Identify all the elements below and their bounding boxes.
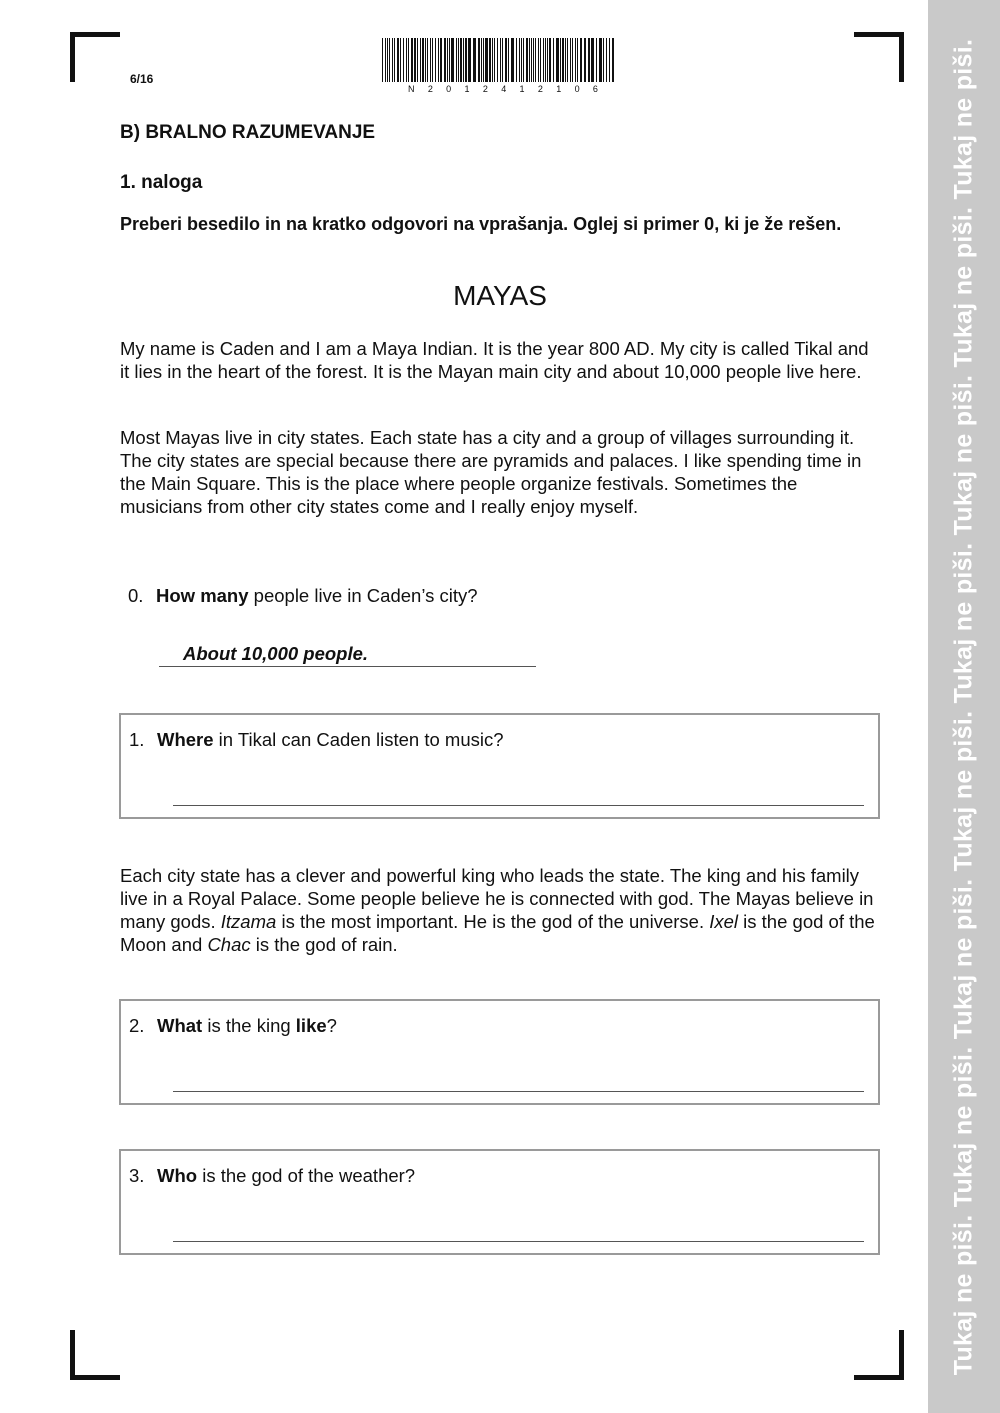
barcode-bar <box>403 38 404 82</box>
barcode-bar <box>572 38 573 82</box>
barcode-bar <box>526 38 528 82</box>
barcode-bar <box>489 38 491 82</box>
barcode-bar <box>456 38 457 82</box>
barcode-bar <box>485 38 488 82</box>
barcode-bar <box>508 38 509 82</box>
barcode-bar <box>584 38 586 82</box>
question-text: ? <box>326 1015 337 1036</box>
question-text: people live in Caden’s city? <box>248 585 478 606</box>
answer-line-1[interactable] <box>173 805 864 806</box>
question-number: 3. <box>129 1165 145 1186</box>
paragraph-text: is the god of the Moon and <box>120 911 875 955</box>
do-not-write-strip <box>928 0 1000 1413</box>
barcode-bar <box>425 38 426 82</box>
barcode-digit: 4 <box>501 84 507 94</box>
barcode-bar <box>408 38 409 82</box>
barcode-bar <box>458 38 459 82</box>
barcode-digit: 1 <box>464 84 470 94</box>
barcode-bar <box>435 38 436 82</box>
god-name-chac: Chac <box>207 934 251 955</box>
barcode-bar <box>531 38 532 82</box>
task-instructions: Preberi besedilo in na kratko odgovori na vprašanja. Oglej si primer 0, ki je že rešen. <box>120 214 842 234</box>
barcode-bar <box>451 38 454 82</box>
barcode-bar <box>511 38 514 82</box>
barcode-bar <box>420 38 421 82</box>
barcode-bar <box>562 38 564 82</box>
reading-text-title: MAYAS <box>453 280 547 311</box>
question-number: 2. <box>129 1015 145 1036</box>
barcode-bar <box>599 38 602 82</box>
question-text: in Tikal can Caden listen to music? <box>213 729 504 750</box>
barcode-bar <box>535 38 536 82</box>
question-2 <box>121 1015 337 1037</box>
barcode-bar <box>387 38 388 82</box>
barcode-bar <box>430 38 431 82</box>
barcode-bar <box>422 38 424 82</box>
barcode-bar <box>481 38 482 82</box>
question-keyword: Where <box>157 729 214 750</box>
barcode-bar <box>540 38 541 82</box>
barcode-bar <box>580 38 582 82</box>
barcode-bar <box>575 38 576 82</box>
barcode-bar <box>444 38 446 82</box>
barcode-bar <box>494 38 495 82</box>
barcode <box>382 38 616 94</box>
barcode-bar <box>394 38 395 82</box>
barcode-bar <box>505 38 507 82</box>
barcode-bar <box>449 38 450 82</box>
barcode-bar <box>560 38 561 82</box>
barcode-bar <box>473 38 476 82</box>
barcode-bar <box>468 38 471 82</box>
barcode-bar <box>543 38 544 82</box>
barcode-bar <box>382 38 383 82</box>
question-text: is the god of the weather? <box>197 1165 416 1186</box>
barcode-bar <box>553 38 554 82</box>
example-question <box>120 585 478 607</box>
barcode-digit: 6 <box>592 84 598 94</box>
barcode-bar <box>609 38 610 82</box>
barcode-digit: 1 <box>519 84 525 94</box>
barcode-bar <box>406 38 407 82</box>
reading-paragraph-1: My name is Caden and I am a Maya Indian. It is the year 800 AD. My city is called Tikal and it lies in the heart of the forest. It is the Mayan main city and about 10,000 people live here. <box>120 338 869 382</box>
barcode-bar <box>492 38 493 82</box>
barcode-bar <box>588 38 590 82</box>
reading-paragraph-3 <box>120 864 880 956</box>
answer-line-3[interactable] <box>173 1241 864 1242</box>
barcode-digit: 1 <box>556 84 562 94</box>
barcode-bar <box>549 38 551 82</box>
barcode-digit: 2 <box>537 84 543 94</box>
paragraph-text: is the most important. He is the god of the universe. <box>276 911 710 932</box>
barcode-bar <box>577 38 578 82</box>
barcode-bar <box>440 38 442 82</box>
barcode-bar <box>500 38 501 82</box>
barcode-bar <box>438 38 439 82</box>
answer-line-2[interactable] <box>173 1091 864 1092</box>
barcode-bar <box>612 38 614 82</box>
task-title: 1. naloga <box>120 172 203 193</box>
barcode-digit: 0 <box>446 84 452 94</box>
barcode-bar <box>483 38 484 82</box>
barcode-digit: N <box>408 84 415 94</box>
barcode-bar <box>523 38 524 82</box>
page-number: 6/16 <box>130 72 154 86</box>
barcode-bar <box>432 38 433 82</box>
barcode-bar <box>414 38 416 82</box>
barcode-bar <box>497 38 498 82</box>
question-1 <box>121 729 504 751</box>
barcode-digit: 2 <box>427 84 433 94</box>
barcode-bar <box>533 38 534 82</box>
section-title: B) BRALNO RAZUMEVANJE <box>120 122 376 143</box>
barcode-digit: 2 <box>482 84 488 94</box>
barcode-bar <box>565 38 566 82</box>
barcode-bar <box>427 38 428 82</box>
god-name-itzama: Itzama <box>220 911 277 932</box>
barcode-bar <box>519 38 520 82</box>
barcode-bar <box>465 38 467 82</box>
barcode-bar <box>538 38 539 82</box>
barcode-bar <box>567 38 568 82</box>
question-keyword: Who <box>157 1165 198 1186</box>
barcode-bar <box>606 38 607 82</box>
example-answer-line <box>159 666 536 667</box>
do-not-write-text: Tukaj ne piši. Tukaj ne piši. Tukaj ne piši. Tukaj ne piši. Tukaj ne piši. Tukaj ne piši. Tukaj ne piši. Tukaj ne piši. <box>949 38 978 1375</box>
barcode-bar <box>547 38 548 82</box>
barcode-bar <box>502 38 503 82</box>
god-name-ixel: Ixel <box>709 911 739 932</box>
question-1-box <box>119 713 880 819</box>
question-number: 0. <box>128 585 144 606</box>
question-keyword: What <box>157 1015 203 1036</box>
barcode-bar <box>570 38 571 82</box>
barcode-bar <box>463 38 464 82</box>
barcode-bar <box>417 38 418 82</box>
barcode-bar <box>385 38 386 82</box>
barcode-bar <box>603 38 604 82</box>
barcode-bar <box>447 38 448 82</box>
barcode-bar <box>389 38 390 82</box>
barcode-bars <box>382 38 616 82</box>
barcode-bar <box>392 38 393 82</box>
question-3-box <box>119 1149 880 1255</box>
barcode-bar <box>591 38 594 82</box>
barcode-bar <box>545 38 546 82</box>
question-number: 1. <box>129 729 145 750</box>
barcode-digit: 0 <box>574 84 580 94</box>
question-3 <box>121 1165 415 1187</box>
barcode-bar <box>596 38 597 82</box>
barcode-digits <box>408 84 598 94</box>
barcode-bar <box>460 38 462 82</box>
paragraph-text: Each city state has a clever and powerful king who leads the state. The king and his family live in a Royal Palace. Some people believe he is connected with god. The Mayas believe in many gods. <box>120 865 874 932</box>
barcode-bar <box>521 38 522 82</box>
reading-paragraph-2: Most Mayas live in city states. Each state has a city and a group of villages surrounding it. The city states are special because there are pyramids and palaces. I like spending time in the Main Square. This is the place where people organize festivals. Sometimes the musicians from other city states come and I really enjoy myself. <box>120 427 862 517</box>
example-answer: About 10,000 people. <box>183 643 369 664</box>
barcode-bar <box>411 38 413 82</box>
paragraph-text: is the god of rain. <box>250 934 398 955</box>
barcode-bar <box>478 38 480 82</box>
question-keyword: How many <box>156 585 249 606</box>
barcode-bar <box>529 38 530 82</box>
question-text: is the king <box>202 1015 296 1036</box>
question-2-box <box>119 999 880 1105</box>
barcode-bar <box>400 38 401 82</box>
question-keyword: like <box>295 1015 327 1036</box>
barcode-bar <box>556 38 559 82</box>
barcode-bar <box>397 38 399 82</box>
barcode-bar <box>516 38 517 82</box>
